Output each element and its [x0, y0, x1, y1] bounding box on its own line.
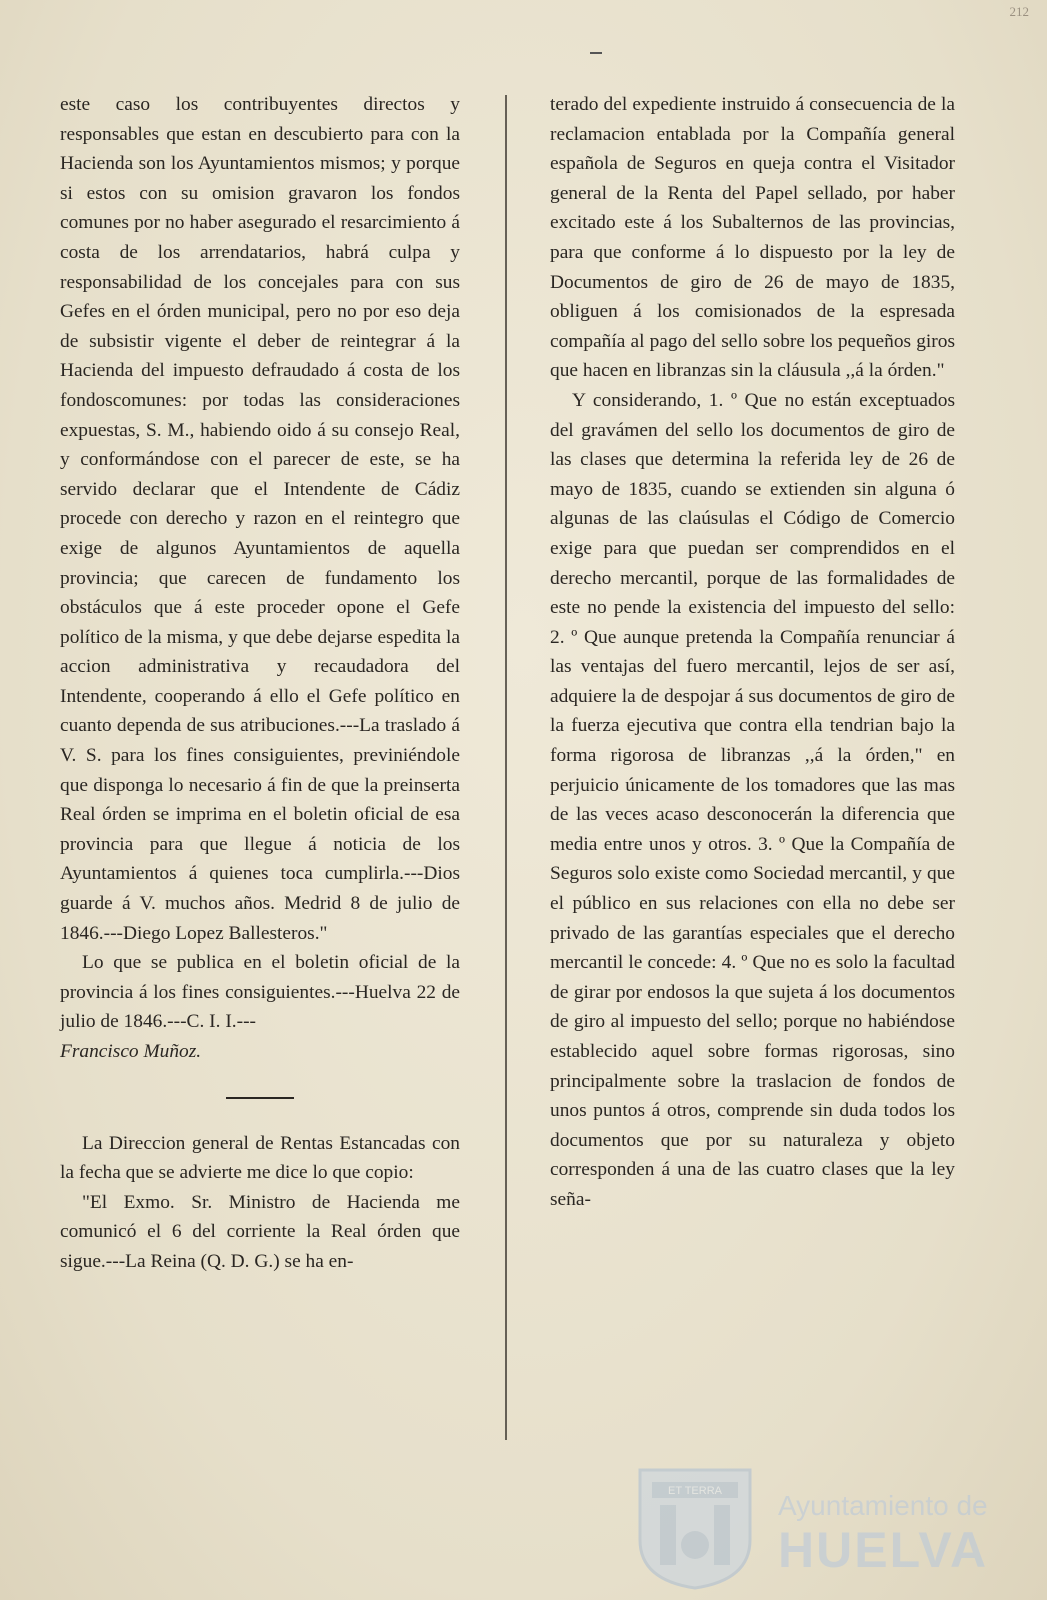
left-column	[60, 90, 460, 1277]
left-paragraph-4: "El Exmo. Sr. Ministro de Hacienda me comunicó el 6 del corriente la Real órden que sigue.---La Reina (Q. D. G.) se ha en-	[60, 1191, 460, 1272]
left-paragraph-2: Lo que se publica en el boletin oficial de la provincia á los fines consiguientes.---Huelva 22 de julio de 1846.---C. I. I.---	[60, 952, 460, 1033]
huelva-seal-icon	[630, 1460, 760, 1590]
right-column	[550, 90, 955, 1215]
left-paragraph-3: La Direccion general de Rentas Estancadas con la fecha que se advierte me dice lo que copio:	[60, 1132, 460, 1184]
page-corner-mark: 212	[1009, 4, 1029, 19]
watermark-line-2: HUELVA	[778, 1522, 989, 1578]
watermark-line-1: Ayuntamiento de	[778, 1490, 988, 1521]
watermark-text	[778, 1490, 988, 1578]
column-divider	[505, 95, 507, 1440]
right-paragraph-2: Y considerando, 1. º Que no están exceptuados del gravámen del sello los documentos de giro de las clases que determina la referida ley de 26 de mayo de 1835, cuando se extienden sin alguna ó algunas de las claúsulas el Código de Comercio exige para que puedan ser comprendidos en el derecho mercantil, porque de las formalidades de este no pende la existencia del impuesto del sello: 2. º Que aunque pretenda la Compañía renunciar á las ventajas del fuero mercantil, lejos de ser así, adquiere la de despojar á sus documentos de giro de la fuerza ejecutiva que contra ella tendrian bajo la forma rigorosa de libranzas ,,á la órden," en perjuicio únicamente de los tomadores que las mas de las veces acaso desconocerán la diferencia que media entre unos y otros. 3. º Que la Compañía de Seguros solo existe como Sociedad mercantil, y que el público en sus relaciones con ella no debe ser privado de las garantías especiales que el derecho mercantil le concede: 4. º Que no es solo la facultad de girar por endosos la que sujeta á los documentos de giro al impuesto del sello; porque no habiéndose establecido aquel sobre formas rigorosas, sino principalmente sobre la traslacion de fondos de unos puntos á otros, comprende sin duda todos los documentos que por su naturaleza y objeto corresponden á una de las cuatro clases que la ley seña-	[550, 389, 955, 1210]
signature: Francisco Muñoz.	[60, 1041, 202, 1062]
ayuntamiento-watermark	[630, 1440, 989, 1590]
right-paragraph-1: terado del expediente instruido á consecuencia de la reclamacion entablada por la Compañía general española de Seguros en queja contra el Visitador general de la Renta del Papel sellado, por haber excitado este á los Subalternos de las provincias, para que conforme á lo dispuesto por la ley de Documentos de giro de 26 de mayo de 1835, obliguen á los comisionados de la espresada compañía al pago del sello sobre los pequeños giros que hacen en libranzas sin la cláusula ,,á la órden."	[550, 94, 955, 382]
seal-text: ET TERRA	[668, 1485, 722, 1497]
section-divider	[226, 1097, 294, 1099]
left-paragraph-1: este caso los contribuyentes directos y responsables que estan en descubierto para con la Hacienda son los Ayuntamientos mismos; y porque si estos con su omision gravaron los fondos comunes por no haber asegurado el resarcimiento á costa de los arrendatarios, habrá culpa y responsabilidad de los concejales para con sus Gefes en el órden municipal, pero no por eso deja de subsistir vigente el deber de reintegrar á la Hacienda del impuesto defraudado á costa de los fondoscomunes: por todas las consideraciones expuestas, S. M., habiendo oido á su consejo Real, y conformándose con el parecer de este, se ha servido declarar que el Intendente de Cádiz procede con derecho y razon en el reintegro que exige de algunos Ayuntamientos de aquella provincia; que carecen de fundamento los obstáculos que á este proceder opone el Gefe político de la misma, y que debe dejarse espedita la accion administrativa y recaudadora del Intendente, cooperando á ello el Gefe político en cuanto dependa de sus atribuciones.---La traslado á V. S. para los fines consiguientes, previniéndole que disponga lo necesario á fin de que la preinserta Real órden se imprima en el boletin oficial de esa provincia para que llegue á noticia de los Ayuntamientos á quienes toca cumplirla.---Dios guarde á V. muchos años. Medrid 8 de julio de 1846.---Diego Lopez Ballesteros."	[60, 94, 460, 944]
top-ink-mark	[590, 52, 602, 54]
